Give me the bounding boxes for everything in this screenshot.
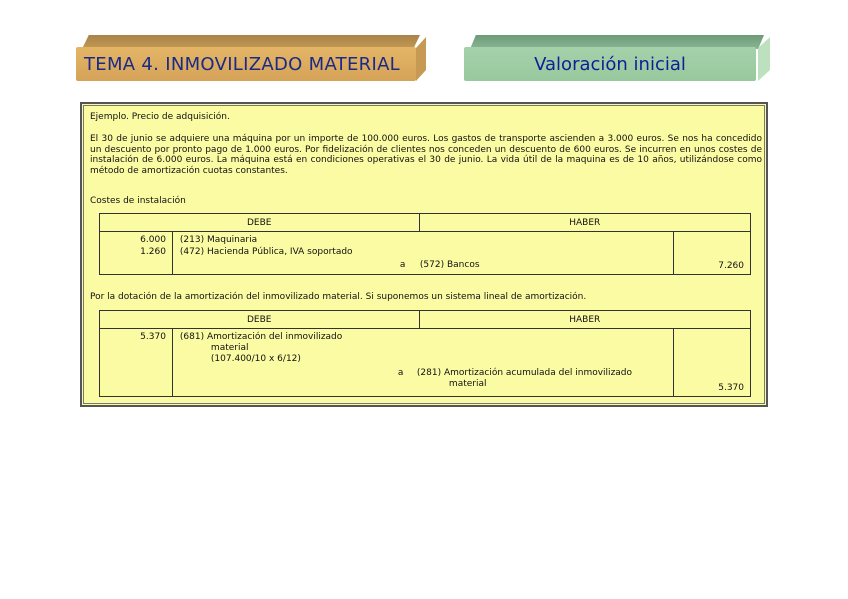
section-tab-label: Valoración inicial xyxy=(464,47,756,81)
problem-statement: El 30 de junio se adquiere una máquina por un importe de 100.000 euros. Los gastos de transporte ascienden a 3.000 euros. Se nos ha concedido un descuento por pronto pago de 1.000 euros. Por fidelización de clientes nos conceden un descuento de 600 euros. Se incurren en unos costes de instalación de 6.000 euros. La máquina está en condiciones operativas el 30 de junio. La vida útil de la maquina es de 10 años, utilizándose como método de amortización cuotas constantes. xyxy=(90,134,762,176)
example-title: Ejemplo. Precio de adquisición. xyxy=(90,112,230,122)
content-panel xyxy=(80,102,768,407)
section-tab[interactable] xyxy=(464,35,770,83)
a-marker: a xyxy=(399,260,406,270)
debit-amount: 5.370 xyxy=(100,329,173,397)
debit-amount: 6.000 xyxy=(140,235,166,245)
debe-header: DEBE xyxy=(100,214,420,232)
topic-tab[interactable] xyxy=(76,35,426,83)
journal-entry-installation xyxy=(99,213,751,275)
debit-account-continued: material xyxy=(210,343,249,353)
topic-tab-label: TEMA 4. INMOVILIZADO MATERIAL xyxy=(76,47,416,81)
credit-account-continued: material xyxy=(448,379,487,389)
entry-accounts xyxy=(172,232,673,275)
debit-account: (681) Amortización del inmovilizado xyxy=(179,332,343,342)
haber-header: HABER xyxy=(419,214,751,232)
debit-amounts xyxy=(100,232,173,275)
amortization-heading: Por la dotación de la amortización del inmovilizado material. Si suponemos un sistema lineal de amortización. xyxy=(90,292,587,302)
topic-tab-side xyxy=(416,37,426,81)
entry-accounts xyxy=(172,329,673,397)
debit-account-calculation: (107.400/10 x 6/12) xyxy=(210,354,301,364)
credit-amount: 7.260 xyxy=(674,232,751,275)
debit-amount: 1.260 xyxy=(140,246,166,257)
debit-account: (213) Maquinaria xyxy=(179,235,258,245)
credit-account: (281) Amortización acumulada del inmovilizado xyxy=(416,368,633,378)
haber-header: HABER xyxy=(419,311,751,329)
a-marker: a xyxy=(397,368,404,378)
credit-account: (572) Bancos xyxy=(419,260,480,270)
credit-amount: 5.370 xyxy=(674,329,751,397)
journal-entry-amortization xyxy=(99,310,751,397)
debit-account: (472) Hacienda Pública, IVA soportado xyxy=(179,246,353,257)
debe-header: DEBE xyxy=(100,311,420,329)
installation-heading: Costes de instalación xyxy=(90,196,186,206)
